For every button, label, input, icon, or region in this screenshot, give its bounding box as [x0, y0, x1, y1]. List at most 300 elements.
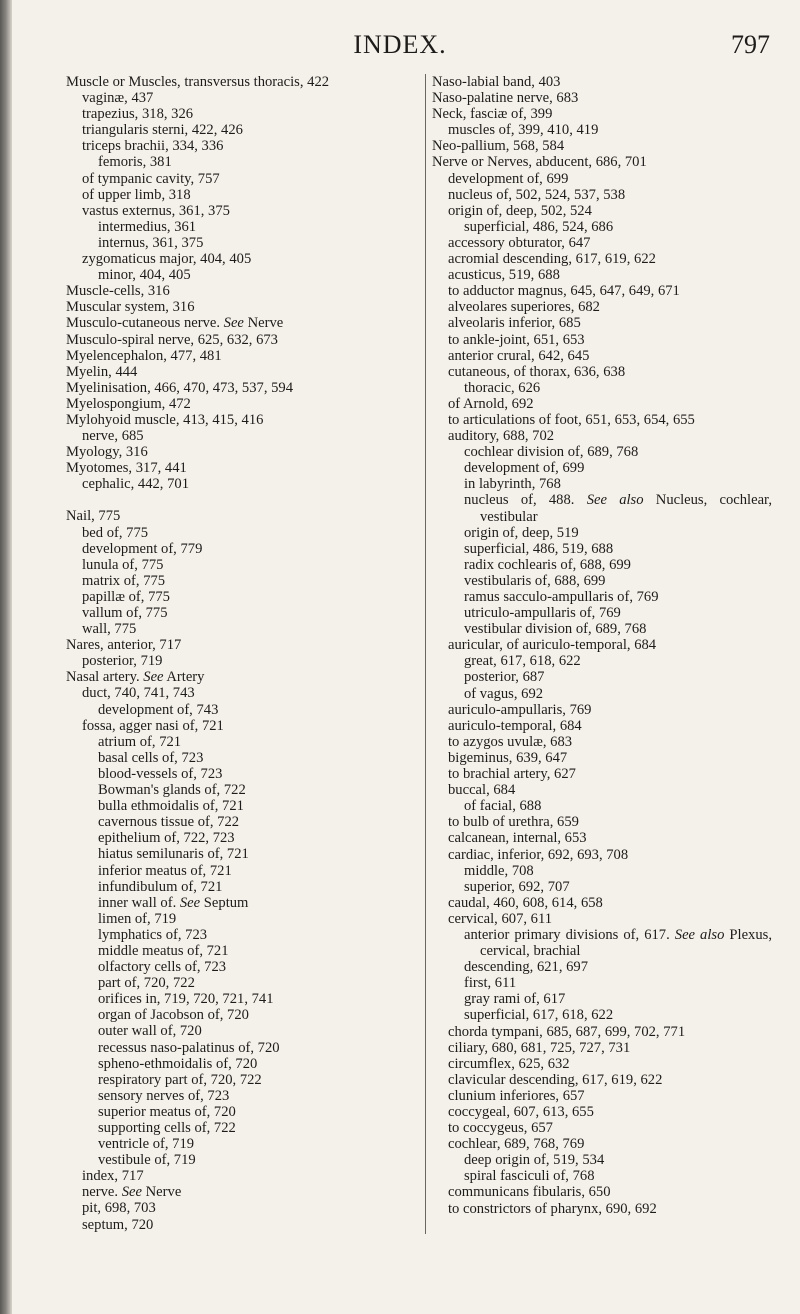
- page-number: 797: [731, 30, 770, 59]
- index-entry: [66, 1040, 418, 1056]
- index-entry: [66, 734, 418, 750]
- index-entry-text: acusticus, 519, 688: [448, 267, 560, 284]
- index-entry-text: deep origin of, 519, 534: [464, 1152, 605, 1169]
- cross-reference-target: Nerve: [145, 1184, 182, 1201]
- index-entry-text: Nail, 775: [66, 508, 121, 525]
- index-entry-text: bulla ethmoidalis of, 721: [98, 798, 244, 815]
- index-entry-text: Neo-pallium, 568, 584: [432, 138, 565, 155]
- index-entry: [66, 911, 418, 927]
- index-entry-text: vestibule of, 719: [98, 1152, 196, 1169]
- index-entry: [66, 927, 418, 943]
- index-entry: [66, 846, 418, 862]
- index-entry-text: Myelospongium, 472: [66, 395, 191, 412]
- index-entry: [432, 637, 772, 653]
- index-entry-text: middle meatus of, 721: [98, 942, 229, 959]
- index-entry: [432, 1201, 772, 1217]
- index-entry: [66, 1136, 418, 1152]
- index-entry: [432, 541, 772, 557]
- index-entry: [66, 685, 418, 701]
- index-entry-text: to bulb of urethra, 659: [448, 814, 579, 831]
- index-entry-text: thoracic, 626: [464, 379, 541, 396]
- index-entry-text: Musculo-cutaneous nerve.: [66, 315, 220, 332]
- index-entry: [432, 911, 772, 927]
- index-entry-text: infundibulum of, 721: [98, 878, 223, 895]
- index-entry: [432, 154, 772, 170]
- index-entry: [432, 1007, 772, 1023]
- index-entry: [432, 734, 772, 750]
- index-entry-text: nerve.: [82, 1184, 119, 1201]
- index-entry: [66, 1023, 418, 1039]
- index-entry-text: sensory nerves of, 723: [98, 1087, 230, 1104]
- index-entry: [66, 154, 418, 170]
- index-entry: [432, 444, 772, 460]
- index-entry-text: superior, 692, 707: [464, 878, 570, 895]
- index-entry: [432, 702, 772, 718]
- index-entry-text: nucleus of, 488.: [464, 492, 575, 509]
- index-entry-text: Myelinisation, 466, 470, 473, 537, 594: [66, 379, 294, 396]
- index-entry-text: development of, 699: [464, 460, 585, 477]
- index-entry: [66, 959, 418, 975]
- index-entry-text: fossa, agger nasi of, 721: [82, 717, 224, 734]
- index-entry: [66, 863, 418, 879]
- index-entry: [66, 637, 418, 653]
- index-entry-text: femoris, 381: [98, 154, 172, 171]
- index-entry-text: of tympanic cavity, 757: [82, 170, 220, 187]
- index-entry-text: auriculo-ampullaris, 769: [448, 701, 592, 718]
- index-entry: [66, 138, 418, 154]
- cross-reference-target: Nerve: [247, 315, 284, 332]
- index-entry-text: in labyrinth, 768: [464, 476, 561, 493]
- index-entry: [432, 1104, 772, 1120]
- index-entry-text: organ of Jacobson of, 720: [98, 1007, 249, 1024]
- index-entry: [432, 959, 772, 975]
- cross-reference-target: Nucleus, cochlear, vestibular: [480, 492, 772, 525]
- index-entry: [66, 315, 418, 331]
- index-entry-text: gray rami of, 617: [464, 991, 566, 1008]
- index-entry: [66, 1104, 418, 1120]
- index-entry-text: first, 611: [464, 975, 517, 992]
- index-entry-text: of vagus, 692: [464, 685, 544, 702]
- index-entry-text: spiral fasciculi of, 768: [464, 1168, 595, 1185]
- see-reference-label: See also: [674, 926, 725, 943]
- index-entry-text: Myotomes, 317, 441: [66, 460, 187, 477]
- index-entry-text: communicans fibularis, 650: [448, 1184, 611, 1201]
- column-divider: [425, 74, 426, 1234]
- index-entry-text: Nares, anterior, 717: [66, 637, 182, 654]
- index-entry: [66, 879, 418, 895]
- index-entry: [66, 171, 418, 187]
- see-reference-label: See: [143, 669, 164, 686]
- index-entry-text: internus, 361, 375: [98, 234, 204, 251]
- index-entry-text: Myology, 316: [66, 444, 148, 461]
- index-entry-text: basal cells of, 723: [98, 749, 204, 766]
- index-entry-text: superficial, 617, 618, 622: [464, 1007, 614, 1024]
- index-entry: [432, 766, 772, 782]
- index-entry-text: inferior meatus of, 721: [98, 862, 232, 879]
- index-entry: [66, 396, 418, 412]
- index-entry-text: spheno-ethmoidalis of, 720: [98, 1055, 258, 1072]
- index-entry: [432, 1168, 772, 1184]
- index-entry-text: radix cochlearis of, 688, 699: [464, 556, 631, 573]
- index-entry-text: cardiac, inferior, 692, 693, 708: [448, 846, 629, 863]
- index-entry-text: ventricle of, 719: [98, 1136, 195, 1153]
- cross-reference-target: Septum: [203, 894, 249, 911]
- index-entry-text: middle, 708: [464, 862, 534, 879]
- index-entry: [432, 1184, 772, 1200]
- index-entry: [66, 1217, 418, 1233]
- index-entry: [432, 1056, 772, 1072]
- index-entry: [66, 1120, 418, 1136]
- index-entry: [66, 476, 418, 492]
- see-reference-label: See: [223, 315, 244, 332]
- cross-reference-target: Plexus, cervical, brachial: [480, 926, 772, 960]
- index-entry-text: vestibularis of, 688, 699: [464, 572, 606, 589]
- index-entry-text: Myelin, 444: [66, 363, 138, 380]
- index-entry: [66, 74, 418, 90]
- index-entry: [432, 90, 772, 106]
- index-entry: [66, 235, 418, 251]
- index-entry-text: of facial, 688: [464, 798, 542, 815]
- index-entry-text: Myelencephalon, 477, 481: [66, 347, 222, 364]
- index-entry: [432, 332, 772, 348]
- index-entry: [432, 106, 772, 122]
- index-entry: [432, 412, 772, 428]
- index-entry-text: papillæ of, 775: [82, 588, 170, 605]
- index-entry: [432, 782, 772, 798]
- index-entry: [432, 187, 772, 203]
- index-entry: [66, 782, 418, 798]
- index-entry: [66, 251, 418, 267]
- index-entry: [432, 798, 772, 814]
- index-entry: [66, 541, 418, 557]
- index-entry: [66, 750, 418, 766]
- index-entry: [432, 621, 772, 637]
- index-entry-text: cavernous tissue of, 722: [98, 814, 240, 831]
- index-entry-text: hiatus semilunaris of, 721: [98, 846, 249, 863]
- index-entry-text: matrix of, 775: [82, 572, 166, 589]
- index-entry: [66, 589, 418, 605]
- index-entry-text: origin of, deep, 519: [464, 524, 579, 541]
- index-column-right: [432, 74, 772, 1217]
- index-entry-text: utriculo-ampullaris of, 769: [464, 605, 621, 622]
- index-entry-text: inner wall of.: [98, 894, 177, 911]
- index-entry-text: posterior, 687: [464, 669, 545, 686]
- index-entry-text: vastus externus, 361, 375: [82, 202, 230, 219]
- index-entry: [66, 766, 418, 782]
- index-entry-text: to brachial artery, 627: [448, 766, 576, 783]
- index-entry: [66, 669, 418, 685]
- index-entry: [66, 1200, 418, 1216]
- index-entry: [432, 348, 772, 364]
- index-entry: [432, 686, 772, 702]
- index-entry: [66, 557, 418, 573]
- index-entry: [66, 798, 418, 814]
- index-entry: [66, 525, 418, 541]
- index-entry-text: coccygeal, 607, 613, 655: [448, 1104, 594, 1120]
- index-entry-text: clunium inferiores, 657: [448, 1087, 585, 1104]
- index-entry: [66, 267, 418, 283]
- index-entry-text: of Arnold, 692: [448, 395, 534, 412]
- index-entry: [432, 814, 772, 830]
- index-entry: [432, 991, 772, 1007]
- index-entry-text: ciliary, 680, 681, 725, 727, 731: [448, 1039, 631, 1056]
- index-entry: [66, 702, 418, 718]
- index-entry-text: to coccygeus, 657: [448, 1120, 553, 1137]
- index-entry-text: of upper limb, 318: [82, 186, 191, 203]
- index-entry: [66, 444, 418, 460]
- index-entry-text: chorda tympani, 685, 687, 699, 702, 771: [448, 1023, 686, 1040]
- index-entry-text: development of, 779: [82, 540, 203, 557]
- index-entry-text: Muscular system, 316: [66, 299, 195, 316]
- index-entry-text: accessory obturator, 647: [448, 234, 591, 251]
- index-entry-text: intermedius, 361: [98, 218, 197, 235]
- index-entry: [432, 1040, 772, 1056]
- index-entry: [66, 814, 418, 830]
- index-entry: [432, 138, 772, 154]
- index-entry-text: pit, 698, 703: [82, 1200, 156, 1217]
- index-entry: [66, 460, 418, 476]
- index-entry: [432, 396, 772, 412]
- index-entry-text: descending, 621, 697: [464, 959, 589, 976]
- index-entry: [432, 525, 772, 541]
- index-entry: [66, 203, 418, 219]
- index-entry: [432, 380, 772, 396]
- index-entry: [66, 106, 418, 122]
- index-entry-text: part of, 720, 722: [98, 975, 195, 992]
- index-entry: [66, 1088, 418, 1104]
- index-entry: [66, 1152, 418, 1168]
- index-entry-text: auricular, of auriculo-temporal, 684: [448, 637, 657, 654]
- index-entry-text: clavicular descending, 617, 619, 622: [448, 1071, 663, 1088]
- index-entry: [432, 219, 772, 235]
- index-entry: [432, 1088, 772, 1104]
- index-entry-text: to adductor magnus, 645, 647, 649, 671: [448, 283, 680, 300]
- index-entry-text: superficial, 486, 524, 686: [464, 218, 614, 235]
- index-entry-text: Neck, fasciæ of, 399: [432, 106, 553, 123]
- index-entry-text: vallum of, 775: [82, 605, 168, 621]
- index-entry-text: ramus sacculo-ampullaris of, 769: [464, 589, 659, 605]
- index-entry-text: outer wall of, 720: [98, 1023, 202, 1040]
- index-entry: [66, 187, 418, 203]
- page-title: INDEX.: [353, 30, 447, 59]
- index-entry-text: alveolaris inferior, 685: [448, 315, 581, 332]
- index-entry: [432, 74, 772, 90]
- index-entry: [66, 943, 418, 959]
- index-entry-text: nerve, 685: [82, 428, 144, 445]
- index-entry: [66, 219, 418, 235]
- index-entry-text: nucleus of, 502, 524, 537, 538: [448, 186, 626, 203]
- index-entry-text: Naso-palatine nerve, 683: [432, 90, 579, 107]
- index-entry-text: zygomaticus major, 404, 405: [82, 251, 252, 268]
- index-entry: [66, 1007, 418, 1023]
- index-entry-text: superficial, 486, 519, 688: [464, 540, 614, 557]
- index-entry: [432, 283, 772, 299]
- index-entry-text: vestibular division of, 689, 768: [464, 621, 647, 638]
- index-entry: [432, 750, 772, 766]
- index-entry: [66, 364, 418, 380]
- index-entry-text: muscles of, 399, 410, 419: [448, 122, 599, 139]
- index-entry-text: triceps brachii, 334, 336: [82, 138, 224, 155]
- index-entry-text: Naso-labial band, 403: [432, 74, 561, 90]
- index-entry-text: lymphatics of, 723: [98, 926, 208, 943]
- index-entry-text: cochlear division of, 689, 768: [464, 444, 639, 461]
- index-entry-text: acromial descending, 617, 619, 622: [448, 251, 656, 268]
- index-entry-text: Nasal artery.: [66, 669, 140, 686]
- index-entry: [432, 573, 772, 589]
- index-entry-text: respiratory part of, 720, 722: [98, 1071, 262, 1088]
- index-entry: [66, 412, 418, 428]
- index-entry: [432, 364, 772, 380]
- see-reference-label: See also: [586, 492, 644, 509]
- index-entry: [66, 508, 418, 524]
- index-entry-text: Mylohyoid muscle, 413, 415, 416: [66, 411, 264, 428]
- index-entry: [66, 299, 418, 315]
- index-entry: [432, 830, 772, 846]
- index-entry-text: bed of, 775: [82, 524, 149, 541]
- index-column-left: [66, 74, 418, 1233]
- index-entry-text: cervical, 607, 611: [448, 910, 553, 927]
- index-entry: [432, 171, 772, 187]
- index-entry-text: epithelium of, 722, 723: [98, 830, 235, 847]
- index-entry: [66, 573, 418, 589]
- index-entry-text: auditory, 688, 702: [448, 428, 555, 445]
- index-entry: [432, 1072, 772, 1088]
- index-entry: [432, 669, 772, 685]
- index-entry: [432, 1152, 772, 1168]
- index-entry: [66, 991, 418, 1007]
- index-entry: [432, 251, 772, 267]
- see-reference-label: See: [179, 894, 201, 911]
- index-entry: [432, 122, 772, 138]
- index-entry-text: minor, 404, 405: [98, 267, 191, 284]
- index-entry-text: to constrictors of pharynx, 690, 692: [448, 1200, 657, 1217]
- index-entry-text: development of, 699: [448, 170, 569, 187]
- index-entry: [432, 975, 772, 991]
- index-entry-text: cochlear, 689, 768, 769: [448, 1136, 585, 1153]
- index-entry: [432, 847, 772, 863]
- index-entry-text: superior meatus of, 720: [98, 1103, 236, 1120]
- index-entry: [66, 428, 418, 444]
- index-entry-text: bigeminus, 639, 647: [448, 749, 568, 766]
- index-entry-text: lunula of, 775: [82, 556, 164, 573]
- index-entry: [66, 718, 418, 734]
- index-entry-text: septum, 720: [82, 1216, 154, 1233]
- index-entry-text: great, 617, 618, 622: [464, 653, 581, 670]
- see-reference-label: See: [121, 1184, 142, 1201]
- index-entry-text: duct, 740, 741, 743: [82, 685, 195, 702]
- index-entry-text: Bowman's glands of, 722: [98, 782, 246, 799]
- index-entry-text: anterior crural, 642, 645: [448, 347, 590, 364]
- index-entry: [66, 1184, 418, 1200]
- index-entry-text: buccal, 684: [448, 782, 516, 799]
- index-entry-text: development of, 743: [98, 701, 219, 718]
- index-entry-text: cephalic, 442, 701: [82, 476, 189, 493]
- index-entry-text: Muscle or Muscles, transversus thoracis, 422: [66, 74, 330, 90]
- index-entry-text: vaginæ, 437: [82, 90, 154, 107]
- index-entry-text: recessus naso-palatinus of, 720: [98, 1039, 280, 1056]
- index-entry-text: blood-vessels of, 723: [98, 765, 223, 782]
- cross-reference-target: Artery: [166, 669, 205, 686]
- index-entry: [432, 428, 772, 444]
- index-entry-text: Muscle-cells, 316: [66, 283, 170, 300]
- index-entry: [432, 879, 772, 895]
- index-entry: [66, 348, 418, 364]
- index-entry: [432, 492, 772, 524]
- index-entry: [432, 267, 772, 283]
- index-entry-text: Musculo-spiral nerve, 625, 632, 673: [66, 331, 278, 348]
- index-entry: [432, 927, 772, 959]
- index-entry: [66, 895, 418, 911]
- page-binding-edge: [0, 0, 12, 1314]
- page-header: [0, 30, 800, 60]
- index-entry-text: caudal, 460, 608, 614, 658: [448, 894, 603, 911]
- index-entry: [432, 557, 772, 573]
- index-entry: [432, 460, 772, 476]
- index-entry: [66, 380, 418, 396]
- index-entry: [66, 1056, 418, 1072]
- index-entry: [432, 1120, 772, 1136]
- index-entry: [432, 315, 772, 331]
- index-entry: [66, 975, 418, 991]
- index-entry: [432, 235, 772, 251]
- index-entry: [66, 332, 418, 348]
- index-entry-text: index, 717: [82, 1168, 144, 1185]
- index-entry: [432, 895, 772, 911]
- index-entry: [66, 1072, 418, 1088]
- index-entry-text: orifices in, 719, 720, 721, 741: [98, 991, 274, 1008]
- index-entry-text: to articulations of foot, 651, 653, 654, 655: [448, 411, 695, 428]
- index-entry: [66, 122, 418, 138]
- index-entry-text: limen of, 719: [98, 910, 177, 927]
- index-entry-text: triangularis sterni, 422, 426: [82, 122, 243, 139]
- index-entry-text: to azygos uvulæ, 683: [448, 733, 573, 750]
- index-entry: [432, 1024, 772, 1040]
- index-entry: [432, 203, 772, 219]
- index-entry: [432, 718, 772, 734]
- index-entry-text: Nerve or Nerves, abducent, 686, 701: [432, 154, 647, 171]
- index-entry-text: wall, 775: [82, 621, 137, 638]
- index-entry: [66, 830, 418, 846]
- index-entry: [66, 90, 418, 106]
- index-entry: [66, 605, 418, 621]
- index-entry-text: alveolares superiores, 682: [448, 299, 600, 316]
- index-entry: [432, 863, 772, 879]
- index-entry: [432, 299, 772, 315]
- index-entry: [432, 605, 772, 621]
- index-entry-text: to ankle-joint, 651, 653: [448, 331, 585, 348]
- index-entry-text: trapezius, 318, 326: [82, 106, 194, 123]
- index-entry-text: cutaneous, of thorax, 636, 638: [448, 363, 626, 380]
- index-entry-text: auriculo-temporal, 684: [448, 717, 582, 734]
- index-entry: [432, 653, 772, 669]
- index-entry-text: anterior primary divisions of, 617.: [464, 926, 670, 943]
- index-entry-text: olfactory cells of, 723: [98, 959, 227, 976]
- index-entry: [432, 476, 772, 492]
- index-entry-text: calcanean, internal, 653: [448, 830, 587, 847]
- index-entry: [66, 1168, 418, 1184]
- section-gap: [66, 492, 418, 508]
- index-entry: [66, 283, 418, 299]
- index-entry-text: origin of, deep, 502, 524: [448, 202, 592, 219]
- index-entry: [432, 1136, 772, 1152]
- index-entry-text: circumflex, 625, 632: [448, 1055, 570, 1072]
- index-entry: [66, 653, 418, 669]
- index-entry: [432, 589, 772, 605]
- index-entry-text: supporting cells of, 722: [98, 1120, 236, 1136]
- index-entry-text: posterior, 719: [82, 653, 163, 670]
- index-entry: [66, 621, 418, 637]
- index-entry-text: atrium of, 721: [98, 733, 182, 750]
